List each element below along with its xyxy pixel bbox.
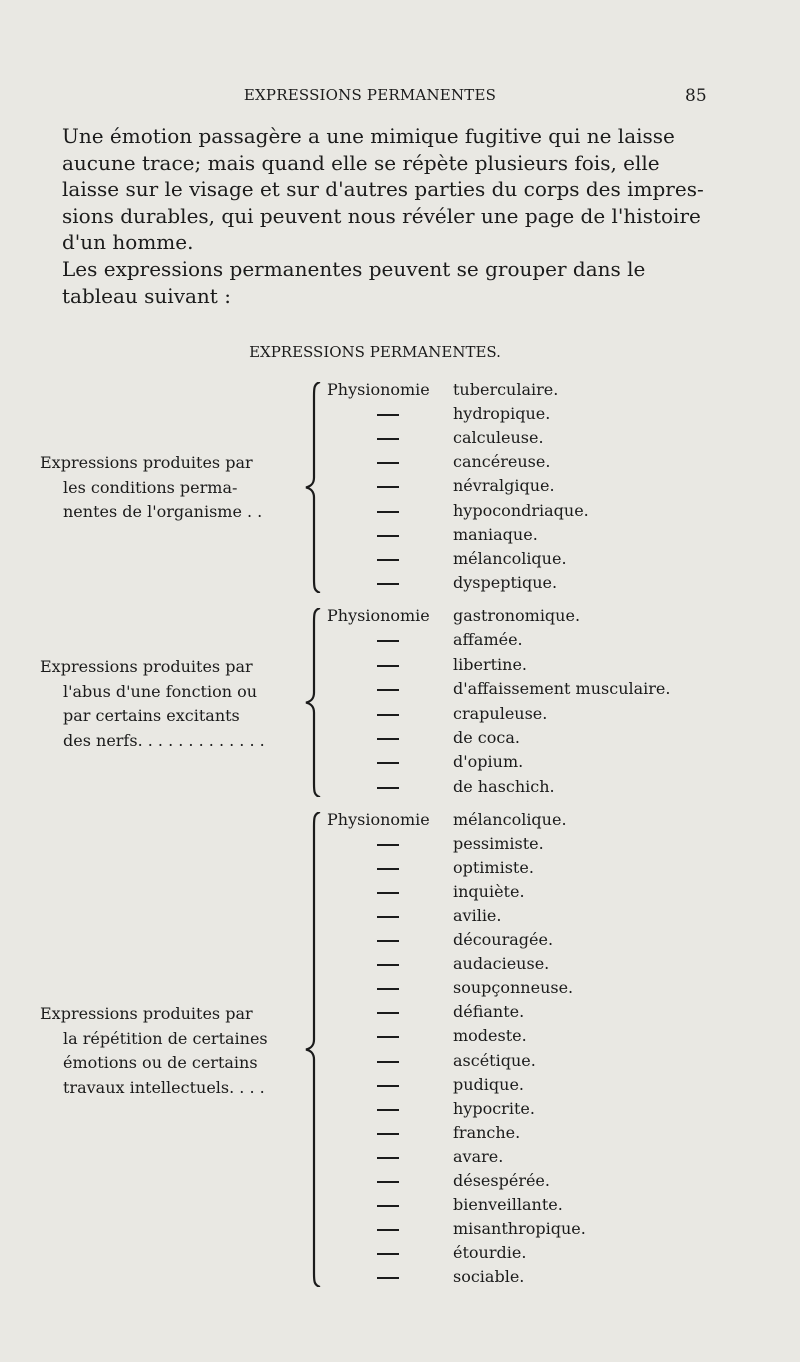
row-item: cancéreuse.: [453, 452, 551, 472]
group-label-line: les conditions perma-: [63, 477, 238, 497]
page-number: 85: [685, 86, 707, 106]
row-item: affamée.: [453, 630, 523, 650]
row-item: modeste.: [453, 1026, 527, 1046]
row-item: étourdie.: [453, 1242, 527, 1262]
table-title: EXPRESSIONS PERMANENTES.: [249, 343, 501, 361]
intro-paragraph: [62, 123, 712, 256]
group-label-line: la répétition de certaines: [63, 1028, 268, 1048]
row-item: d'opium.: [453, 752, 524, 772]
row-item: crapuleuse.: [453, 703, 548, 723]
row-item: misanthropique.: [453, 1218, 586, 1238]
row-item: mélancolique.: [453, 548, 567, 568]
group-label-line: Expressions produites par: [40, 453, 253, 472]
row-item: défiante.: [453, 1002, 525, 1022]
group-brace: [300, 608, 326, 797]
text-line: Les expressions permanentes peuvent se grouper dans le: [62, 257, 646, 281]
row-item: franche.: [453, 1122, 521, 1142]
row-item: inquiète.: [453, 882, 525, 902]
group-label-line: travaux intellectuels. . . .: [63, 1077, 265, 1097]
text-line: tableau suivant :: [62, 283, 231, 308]
row-item: de haschich.: [453, 776, 555, 796]
group-label-line: nentes de l'organisme . .: [63, 502, 263, 521]
row-item: névralgique.: [453, 476, 555, 496]
text-line: aucune trace; mais quand elle se répète plusieurs fois, elle: [62, 150, 660, 175]
row-item: tuberculaire.: [453, 380, 559, 399]
group-brace: [300, 812, 326, 1287]
row-item: calculeuse.: [453, 428, 544, 448]
row-item: hydropique.: [453, 404, 551, 424]
text-line: d'un homme.: [62, 230, 194, 254]
row-item: de coca.: [453, 728, 520, 747]
row-item: mélancolique.: [453, 810, 567, 829]
row-item: bienveillante.: [453, 1194, 563, 1214]
row-item: avare.: [453, 1146, 504, 1166]
row-item: pessimiste.: [453, 834, 544, 854]
row-prefix: Physionomie: [327, 810, 430, 829]
row-item: ascétique.: [453, 1050, 536, 1070]
row-item: hypocrite.: [453, 1098, 535, 1118]
group-brace: [300, 382, 326, 593]
row-item: pudique.: [453, 1074, 525, 1094]
running-title: EXPRESSIONS PERMANENTES: [243, 86, 497, 104]
row-prefix: Physionomie: [327, 606, 430, 625]
group-label-line: l'abus d'une fonction ou: [63, 681, 258, 701]
group-label: [40, 1002, 302, 1100]
group-label-line: Expressions produites par: [40, 1004, 253, 1023]
group-label: [40, 655, 302, 753]
text-line: Une émotion passagère a une mimique fugitive qui ne laisse: [62, 124, 675, 148]
row-item: découragée.: [453, 930, 554, 950]
row-item: d'affaissement musculaire.: [453, 679, 671, 699]
group-label-line: par certains excitants: [63, 706, 240, 725]
text-line: laisse sur le visage et sur d'autres parties du corps des impres-: [62, 177, 704, 201]
row-item: avilie.: [453, 906, 502, 926]
row-item: hypocondriaque.: [453, 500, 589, 520]
row-item: sociable.: [453, 1266, 525, 1286]
group-label-line: émotions ou de certains: [63, 1053, 258, 1072]
text-line: sions durables, qui peuvent nous révéler une page de l'histoire: [62, 203, 701, 228]
row-item: maniaque.: [453, 524, 538, 544]
row-item: optimiste.: [453, 858, 534, 878]
intro-paragraph-2: [62, 256, 712, 309]
row-item: gastronomique.: [453, 606, 581, 625]
row-prefix: Physionomie: [327, 380, 430, 399]
group-label-line: des nerfs. . . . . . . . . . . . .: [63, 730, 265, 750]
row-item: libertine.: [453, 654, 527, 674]
row-item: soupçonneuse.: [453, 978, 574, 998]
row-item: désespérée.: [453, 1170, 550, 1190]
group-label: [40, 451, 302, 525]
group-label-line: Expressions produites par: [40, 657, 253, 676]
row-item: dyspeptique.: [453, 572, 558, 592]
row-item: audacieuse.: [453, 954, 550, 974]
